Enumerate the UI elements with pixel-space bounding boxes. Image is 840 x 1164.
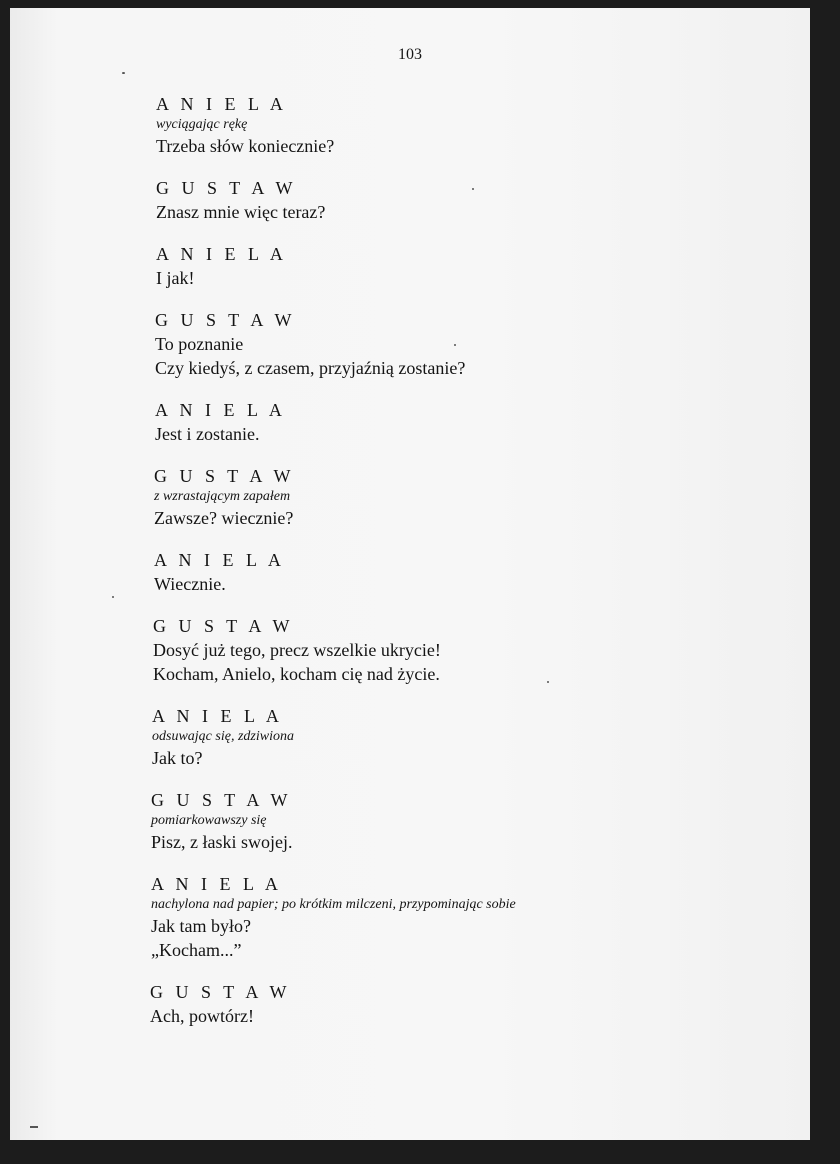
dialogue-line: To poznanie <box>155 334 244 354</box>
speaker-name: G U S T A W <box>151 790 292 810</box>
dialogue-line: Kocham, Anielo, kocham cię nad życie. <box>153 664 440 684</box>
speaker-name: A N I E L A <box>155 400 286 420</box>
dialogue-block <box>153 614 840 686</box>
stage-direction: pomiarkowawszy się <box>151 813 267 828</box>
page-number: 103 <box>398 46 422 63</box>
dialogue-line: Znasz mnie więc teraz? <box>156 202 326 222</box>
dialogue-block <box>156 242 840 290</box>
dialogue-line: Jak tam było? <box>151 916 251 936</box>
dialogue-script <box>10 92 730 1046</box>
dialogue-block <box>151 872 840 962</box>
speaker-name: A N I E L A <box>152 706 283 726</box>
dialogue-block <box>154 548 840 596</box>
dialogue-line: Zawsze? wiecznie? <box>154 508 294 528</box>
speaker-name: G U S T A W <box>150 982 291 1002</box>
dialogue-block <box>156 92 840 158</box>
scan-speck <box>547 681 549 683</box>
dialogue-line: Jak to? <box>152 748 203 768</box>
stage-direction: nachylona nad papier; po krótkim milczeni, przypominając sobie <box>151 897 516 912</box>
dialogue-line: Dosyć już tego, precz wszelkie ukrycie! <box>153 640 441 660</box>
dialogue-line: Wiecznie. <box>154 574 226 594</box>
scan-speck <box>112 596 114 598</box>
dialogue-block <box>152 704 840 770</box>
dialogue-line: Czy kiedyś, z czasem, przyjaźnią zostanie? <box>155 358 466 378</box>
dialogue-block <box>150 980 840 1028</box>
dialogue-block <box>155 308 840 380</box>
speaker-name: G U S T A W <box>154 466 295 486</box>
stage-direction: z wzrastającym zapałem <box>154 489 291 504</box>
scan-speck <box>122 72 125 74</box>
speaker-name: A N I E L A <box>156 244 287 264</box>
speaker-name: A N I E L A <box>154 550 285 570</box>
speaker-name: A N I E L A <box>151 874 282 894</box>
dialogue-block <box>151 788 840 854</box>
scan-speck <box>454 344 456 346</box>
speaker-name: G U S T A W <box>153 616 294 636</box>
scan-speck <box>472 188 474 190</box>
dialogue-line: „Kocham...” <box>151 940 242 960</box>
dialogue-block <box>154 464 840 530</box>
stage-direction: wyciągając rękę <box>156 117 248 132</box>
dialogue-block <box>155 398 840 446</box>
speaker-name: G U S T A W <box>156 178 297 198</box>
dialogue-line: Jest i zostanie. <box>155 424 260 444</box>
speaker-name: A N I E L A <box>156 94 287 114</box>
dialogue-line: I jak! <box>156 268 195 288</box>
scan-speck <box>30 1126 38 1128</box>
dialogue-line: Trzeba słów koniecznie? <box>156 136 335 156</box>
stage-direction: odsuwając się, zdziwiona <box>152 729 294 744</box>
dialogue-line: Ach, powtórz! <box>150 1006 254 1026</box>
document-page <box>10 8 810 1140</box>
dialogue-line: Pisz, z łaski swojej. <box>151 832 293 852</box>
dialogue-block <box>156 176 840 224</box>
speaker-name: G U S T A W <box>155 310 296 330</box>
